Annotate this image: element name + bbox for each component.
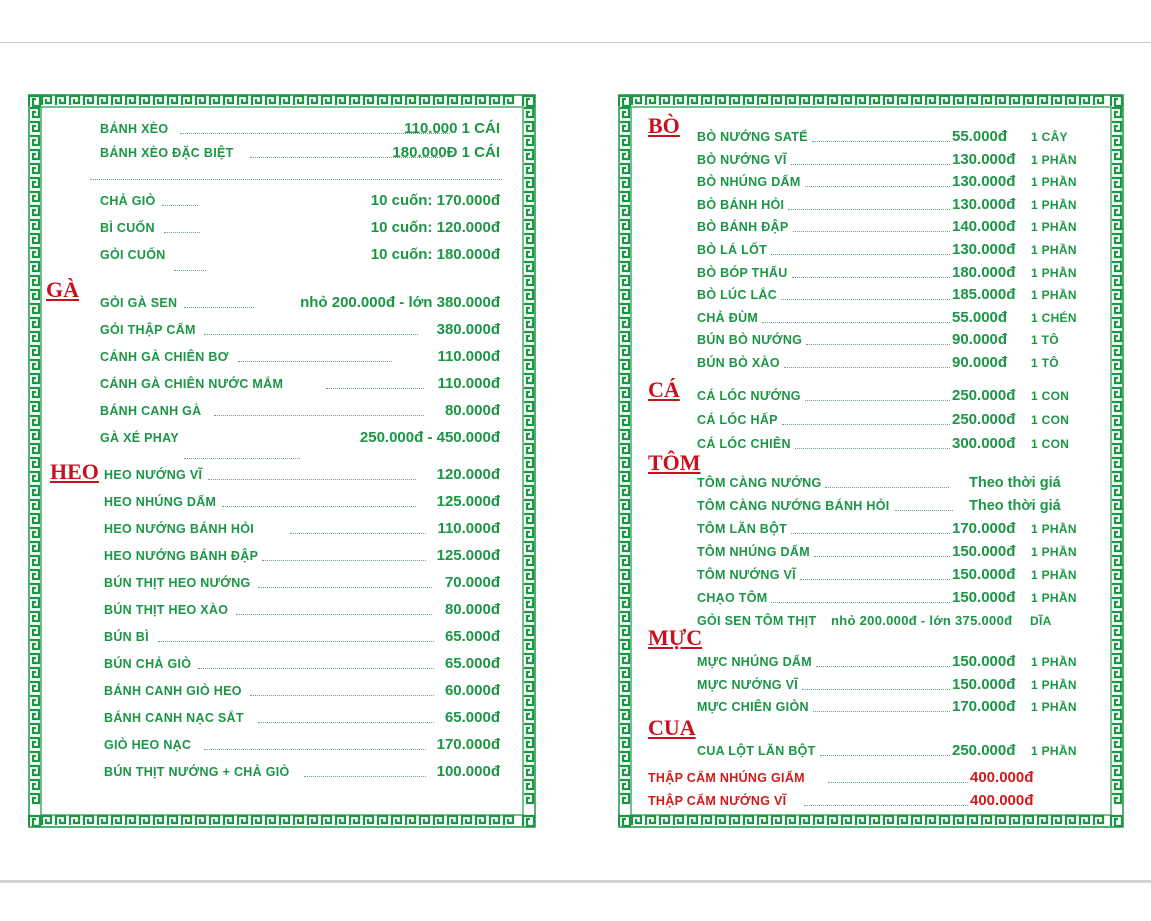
item-price: 130.000đ <box>952 241 1016 258</box>
item-unit: 1 CHÉN <box>1031 310 1077 325</box>
item-price: 150.000đ <box>952 675 1016 693</box>
menu-item <box>104 734 500 756</box>
menu-item <box>104 707 500 729</box>
item-name: CÁ LÓC HẤP <box>697 413 778 427</box>
dot-leader <box>250 695 434 696</box>
item-price: 130.000đ <box>952 173 1016 191</box>
section-title-ga: GÀ <box>46 277 79 302</box>
menu-item <box>100 346 500 368</box>
menu-item <box>697 518 1097 540</box>
menu-item <box>697 262 1097 284</box>
item-name: HEO NƯỚNG BÁNH HỎI <box>104 522 255 536</box>
dot-leader <box>198 668 434 669</box>
item-name: BÚN THỊT NƯỚNG + CHẢ GIÒ <box>104 765 290 779</box>
menu-item <box>100 292 500 314</box>
item-price: 150.000đ <box>952 543 1016 560</box>
dot-leader <box>184 307 254 308</box>
item-price: 55.000đ <box>952 128 1008 145</box>
section-title-bo: BÒ <box>648 113 680 138</box>
item-unit: 1 PHẦN <box>1031 744 1077 758</box>
item-price: 80.000đ <box>444 402 500 419</box>
dot-leader <box>208 479 416 480</box>
item-price: 110.000 1 CÁI <box>404 120 500 137</box>
menu-item <box>104 653 500 675</box>
menu-item <box>100 427 500 449</box>
item-price: 380.000đ <box>436 321 500 338</box>
dot-leader <box>813 711 950 712</box>
menu-item-hotpot <box>648 790 1048 812</box>
dot-leader <box>784 367 950 368</box>
item-price: 300.000đ <box>952 435 1016 452</box>
item-price: 110.000đ <box>437 348 500 365</box>
dot-leader <box>795 448 950 449</box>
menu-item <box>104 680 500 702</box>
menu-item <box>697 587 1097 609</box>
menu-item <box>697 194 1097 216</box>
item-name: TÔM CÀNG NƯỚNG <box>697 476 822 490</box>
menu-item-hotpot <box>648 767 1048 789</box>
item-name: THẬP CẨM NƯỚNG VĨ <box>648 794 787 808</box>
dot-leader <box>290 533 426 534</box>
item-name: CUA LỘT LĂN BỘT <box>697 744 816 758</box>
item-price: 10 cuốn: 180.000đ <box>370 246 500 263</box>
dot-leader <box>258 587 432 588</box>
menu-item <box>697 541 1097 563</box>
item-name: MỰC NHÚNG DẤM <box>697 655 812 669</box>
item-name: BÁNH CANH GIÒ HEO <box>104 684 242 698</box>
item-name: BÚN BÒ NƯỚNG <box>697 333 803 348</box>
menu-item <box>697 564 1097 586</box>
dot-leader <box>793 231 950 232</box>
item-name: CÁ LÓC NƯỚNG <box>697 389 801 403</box>
menu-item <box>697 284 1097 306</box>
item-price: 150.000đ <box>952 566 1016 583</box>
item-name: BÚN THỊT HEO XÀO <box>104 603 229 617</box>
menu-item <box>697 740 1097 762</box>
menu-item <box>697 610 1097 632</box>
item-price: 65.000đ <box>444 655 500 672</box>
item-price: 180.000Đ 1 CÁI <box>392 144 500 161</box>
item-price: 170.000đ <box>952 520 1016 537</box>
item-name: BÒ NƯỚNG VĨ <box>697 152 787 167</box>
dot-leader <box>825 487 949 488</box>
item-name: GỎI GÀ SEN <box>100 296 178 310</box>
menu-item <box>104 545 500 567</box>
item-unit: 1 PHẦN <box>1031 655 1077 669</box>
menu-item <box>697 239 1097 261</box>
dot-leader <box>204 334 418 335</box>
item-unit: 1 PHẦN <box>1031 700 1077 714</box>
item-price: nhỏ 200.000đ - lớn 380.000đ <box>300 294 500 311</box>
bottom-divider <box>0 880 1151 883</box>
item-name: BÚN CHẢ GIÒ <box>104 657 192 671</box>
item-price: 185.000đ <box>952 286 1016 304</box>
item-name: CÁNH GÀ CHIÊN NƯỚC MẮM <box>100 377 284 391</box>
dot-leader <box>820 755 950 756</box>
dot-leader <box>814 556 950 557</box>
item-unit: 1 CON <box>1031 389 1070 403</box>
item-price: 150.000đ <box>952 653 1016 670</box>
item-unit: 1 PHẦN <box>1031 545 1077 559</box>
item-price: 65.000đ <box>444 628 500 645</box>
item-unit: DĨA <box>1030 614 1052 628</box>
dot-leader <box>805 186 950 187</box>
item-name: BÁNH CANH NẠC SẮT <box>104 711 244 725</box>
menu-item <box>104 464 500 486</box>
item-price: 55.000đ <box>952 308 1008 326</box>
item-name: MỰC NƯỚNG VĨ <box>697 677 798 692</box>
dot-leader <box>788 209 950 210</box>
item-name: BÒ LÁ LỐT <box>697 243 768 257</box>
dot-leader <box>791 533 950 534</box>
section-title-heo: HEO <box>50 459 99 484</box>
menu-item <box>697 651 1097 673</box>
section-title-cua: CUA <box>648 715 696 740</box>
item-unit: 1 PHẦN <box>1031 243 1077 257</box>
item-name: HEO NƯỚNG BÁNH ĐẬP <box>104 549 259 563</box>
item-unit: 1 PHẦN <box>1031 677 1077 692</box>
item-price: 125.000đ <box>436 547 500 564</box>
dot-leader <box>262 560 426 561</box>
item-name: GÀ XÉ PHAY <box>100 431 179 445</box>
item-price: 250.000đ <box>952 387 1016 404</box>
item-price: nhỏ 200.000đ - lớn 375.000đ <box>831 613 1013 628</box>
item-price: 170.000đ <box>436 736 500 753</box>
item-name: TÔM NƯỚNG VĨ <box>697 568 796 582</box>
item-name: GỎI SEN TÔM THỊT <box>697 614 817 628</box>
item-name: GỎI THẬP CẨM <box>100 323 196 337</box>
item-name: CÁNH GÀ CHIÊN BƠ <box>100 350 229 364</box>
item-unit: 1 PHẦN <box>1031 152 1077 167</box>
dot-leader <box>804 805 968 806</box>
item-unit: 1 PHẦN <box>1031 522 1077 536</box>
dot-leader <box>304 776 426 777</box>
dot-leader <box>162 205 198 206</box>
menu-item <box>697 385 1097 407</box>
item-price: 170.000đ <box>952 698 1016 715</box>
dot-leader <box>806 344 950 345</box>
item-name: BÚN BÒ XÀO <box>697 356 780 370</box>
item-name: BÒ BÁNH HỎI <box>697 197 785 212</box>
dot-leader <box>800 579 950 580</box>
item-name: BÒ NƯỚNG SATẾ <box>697 130 808 144</box>
item-unit: 1 PHẦN <box>1031 220 1077 235</box>
item-price: 10 cuốn: 170.000đ <box>370 192 500 209</box>
item-name: TÔM NHÚNG DẤM <box>697 545 810 559</box>
dot-leader <box>204 749 426 750</box>
item-name: BÚN THỊT HEO NƯỚNG <box>104 576 251 590</box>
item-price: Theo thời giá <box>969 475 1061 491</box>
item-name: TÔM CÀNG NƯỚNG BÁNH HỎI <box>697 499 890 513</box>
menu-item <box>697 409 1097 431</box>
menu-item <box>697 307 1097 329</box>
menu-item <box>697 472 1079 494</box>
dot-leader <box>164 232 200 233</box>
top-divider <box>0 42 1151 43</box>
dot-leader <box>816 666 950 667</box>
menu-item <box>100 373 500 395</box>
item-name: BÚN BÌ <box>104 630 149 644</box>
dot-leader <box>236 614 432 615</box>
item-name: BÁNH XÈO ĐẶC BIỆT <box>100 146 234 160</box>
menu-item <box>697 329 1097 351</box>
menu-page-left <box>28 94 536 828</box>
dot-leader <box>762 322 950 323</box>
menu-item <box>697 126 1097 148</box>
item-unit: 1 CÂY <box>1031 130 1068 144</box>
item-name: MỰC CHIÊN GIÒN <box>697 700 809 714</box>
item-price: 10 cuốn: 120.000đ <box>370 219 500 236</box>
item-name: BÒ BÓP THẤU <box>697 265 788 280</box>
item-unit: 1 TÔ <box>1031 356 1059 370</box>
item-price: 100.000đ <box>436 763 500 780</box>
item-name: BÒ LÚC LẮC <box>697 288 778 303</box>
dot-leader <box>791 164 950 165</box>
item-name: HEO NHÚNG DẤM <box>104 495 217 509</box>
menu-item <box>104 518 500 540</box>
item-name: THẬP CẨM NHÚNG GIẤM <box>648 771 805 785</box>
item-unit: 1 PHẦN <box>1031 265 1077 280</box>
item-unit: 1 PHẦN <box>1031 288 1077 303</box>
menu-item <box>100 244 500 266</box>
item-price: 180.000đ <box>952 263 1016 281</box>
item-price: Theo thời giá <box>969 498 1061 514</box>
dot-leader <box>792 277 950 278</box>
item-price: 250.000đ <box>952 742 1016 759</box>
menu-item <box>100 217 500 239</box>
dot-leader <box>782 424 950 425</box>
item-unit: 1 PHẦN <box>1031 568 1077 582</box>
dot-leader <box>895 510 953 511</box>
menu-item <box>100 118 500 140</box>
menu-item <box>697 352 1097 374</box>
section-title-muc: MỰC <box>648 625 703 650</box>
item-unit: 1 TÔ <box>1031 333 1059 348</box>
menu-item <box>697 674 1097 696</box>
dot-leader <box>158 641 434 642</box>
dot-leader <box>214 415 424 416</box>
menu-item <box>697 495 1079 517</box>
item-price: 120.000đ <box>436 466 500 483</box>
section-title-ca: CÁ <box>648 377 680 402</box>
separator-line <box>90 179 502 180</box>
item-price: 130.000đ <box>952 195 1016 213</box>
item-unit: 1 CON <box>1031 437 1070 451</box>
menu-item <box>104 626 500 648</box>
menu-item <box>100 319 500 341</box>
menu-item <box>697 149 1097 171</box>
item-price: 400.000đ <box>970 792 1034 809</box>
item-price: 250.000đ <box>952 411 1016 428</box>
item-price: 400.000đ <box>970 769 1034 786</box>
item-name: BÌ CUỐN <box>100 221 155 235</box>
menu-item <box>100 400 500 422</box>
item-name: TÔM LĂN BỘT <box>697 522 788 536</box>
item-unit: 1 PHẦN <box>1031 197 1077 212</box>
dot-leader <box>326 388 424 389</box>
dot-leader <box>805 400 950 401</box>
item-price: 110.000đ <box>437 375 500 392</box>
separator-line <box>184 458 300 459</box>
dot-leader <box>771 602 950 603</box>
item-price: 90.000đ <box>952 354 1008 371</box>
dot-leader <box>771 254 950 255</box>
item-name: BÒ BÁNH ĐẬP <box>697 220 789 235</box>
dot-leader <box>812 141 950 142</box>
item-price: 70.000đ <box>444 574 500 591</box>
item-name: BÁNH XÈO <box>100 122 169 136</box>
item-name: CHẢ ĐÙM <box>697 310 759 325</box>
item-price: 125.000đ <box>436 493 500 510</box>
menu-item <box>100 190 500 212</box>
item-name: GIÒ HEO NẠC <box>104 738 192 752</box>
menu-item <box>100 142 500 164</box>
item-price: 90.000đ <box>952 331 1008 349</box>
dot-leader <box>781 299 950 300</box>
menu-item <box>697 171 1097 193</box>
item-name: GỎI CUỐN <box>100 248 166 262</box>
item-unit: 1 PHẦN <box>1031 175 1077 190</box>
item-name: CHẠO TÔM <box>697 591 768 605</box>
item-price: 110.000đ <box>437 520 500 537</box>
item-price: 60.000đ <box>444 682 500 699</box>
item-unit: 1 CON <box>1031 413 1070 427</box>
dot-leader <box>802 689 950 690</box>
menu-item <box>697 696 1097 718</box>
menu-item <box>697 216 1097 238</box>
menu-item <box>104 761 500 783</box>
dot-leader <box>828 782 968 783</box>
item-price: 150.000đ <box>952 589 1016 606</box>
menu-item <box>104 599 500 621</box>
item-name: HEO NƯỚNG VĨ <box>104 468 203 482</box>
menu-page-right <box>618 94 1124 828</box>
item-name: BÁNH CANH GÀ <box>100 404 202 418</box>
section-title-tom: TÔM <box>648 450 701 475</box>
item-price: 250.000đ - 450.000đ <box>359 429 500 446</box>
menu-item <box>697 433 1097 455</box>
item-name: BÒ NHÚNG DẤM <box>697 175 801 190</box>
menu-item <box>104 491 500 513</box>
separator-line <box>174 270 206 271</box>
dot-leader <box>222 506 416 507</box>
item-price: 130.000đ <box>952 150 1016 168</box>
item-unit: 1 PHẦN <box>1031 591 1077 605</box>
item-price: 80.000đ <box>444 601 500 618</box>
item-price: 65.000đ <box>444 709 500 726</box>
item-price: 140.000đ <box>952 218 1016 236</box>
dot-leader <box>238 361 392 362</box>
dot-leader <box>258 722 434 723</box>
item-name: CHẢ GIÒ <box>100 194 156 208</box>
menu-item <box>104 572 500 594</box>
item-name: CÁ LÓC CHIÊN <box>697 437 791 451</box>
